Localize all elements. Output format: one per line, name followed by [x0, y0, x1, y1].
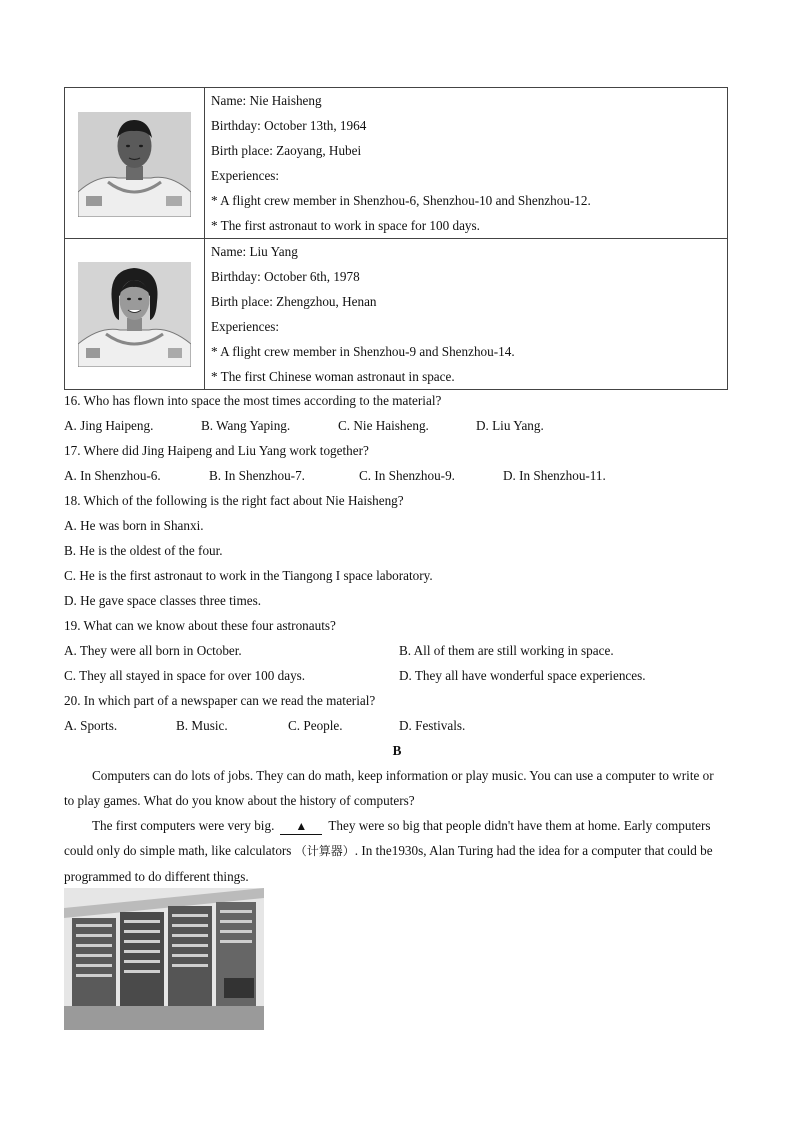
early-computer-photo [64, 888, 264, 1030]
option-b: B. He is the oldest of the four. [64, 543, 223, 558]
question-19: 19. What can we know about these four astronauts? [64, 618, 336, 633]
option-a: A. In Shenzhou-6. [64, 468, 161, 483]
astronaut-row [65, 239, 728, 390]
astronaut-birthplace: Birth place: Zhengzhou, Henan [211, 294, 377, 309]
answer-blank[interactable]: ▲ [280, 818, 322, 835]
option-c: C. In Shenzhou-9. [359, 468, 455, 483]
option-b: B. Wang Yaping. [201, 418, 291, 433]
option-c: C. He is the first astronaut to work in the Tiangong I space laboratory. [64, 568, 433, 583]
option-a: A. Sports. [64, 718, 118, 733]
question-20: 20. In which part of a newspaper can we read the material? [64, 693, 376, 708]
section-b-paragraph-2 [64, 813, 720, 889]
option-c: C. Nie Haisheng. [338, 418, 429, 433]
paragraph-text: They were so big that people didn't have them at home. Early computers could only do simple math, like calculators [64, 818, 711, 858]
option-c: C. They all stayed in space for over 100 days. [64, 668, 306, 683]
option-a: A. He was born in Shanxi. [64, 518, 204, 533]
option-a: A. They were all born in October. [64, 643, 242, 658]
option-d: D. Festivals. [399, 718, 466, 733]
astronaut-birthplace: Birth place: Zaoyang, Hubei [211, 143, 362, 158]
question-18: 18. Which of the following is the right fact about Nie Haisheng? [64, 493, 404, 508]
astronaut-birthday: Birthday: October 6th, 1978 [211, 269, 360, 284]
question-16: 16. Who has flown into space the most times according to the material? [64, 393, 442, 408]
paragraph-text: The first computers were very big. [92, 818, 275, 833]
experience-item: * The first Chinese woman astronaut in space. [211, 369, 455, 384]
section-b-paragraph-1 [64, 763, 720, 813]
question-17: 17. Where did Jing Haipeng and Liu Yang work together? [64, 443, 369, 458]
experience-item: * A flight crew member in Shenzhou-9 and Shenzhou-14. [211, 344, 515, 359]
option-b: B. Music. [176, 718, 228, 733]
astronaut-table [64, 87, 728, 390]
astronaut-row [65, 88, 728, 239]
option-a: A. Jing Haipeng. [64, 418, 154, 433]
paragraph-text: Computers can do lots of jobs. They can do math, keep information or play music. You can use a computer to write or to play games. What do you know about the history of computers? [64, 768, 714, 808]
section-b-title: B [392, 743, 402, 758]
option-c: C. People. [288, 718, 343, 733]
info-cell [205, 239, 728, 390]
info-cell [205, 88, 728, 239]
option-d: D. In Shenzhou-11. [503, 468, 606, 483]
paragraph-text: . In the1930s, Alan Turing had the idea for a computer that could be programmed to do different things. [64, 843, 713, 884]
photo-cell [65, 88, 205, 239]
chinese-gloss: （计算器） [294, 844, 355, 858]
astronaut-birthday: Birthday: October 13th, 1964 [211, 118, 367, 133]
experience-item: * A flight crew member in Shenzhou-6, Shenzhou-10 and Shenzhou-12. [211, 193, 591, 208]
astronaut-photo-liu-yang [78, 262, 191, 367]
option-d: D. He gave space classes three times. [64, 593, 262, 608]
option-d: D. Liu Yang. [476, 418, 544, 433]
experience-item: * The first astronaut to work in space for 100 days. [211, 218, 480, 233]
astronaut-name: Name: Liu Yang [211, 244, 298, 259]
photo-cell [65, 239, 205, 390]
astronaut-photo-nie-haisheng [78, 112, 191, 217]
option-b: B. All of them are still working in space. [399, 643, 614, 658]
experiences-label: Experiences: [211, 168, 280, 183]
astronaut-name: Name: Nie Haisheng [211, 93, 322, 108]
option-b: B. In Shenzhou-7. [209, 468, 305, 483]
option-d: D. They all have wonderful space experiences. [399, 668, 646, 683]
experiences-label: Experiences: [211, 319, 280, 334]
